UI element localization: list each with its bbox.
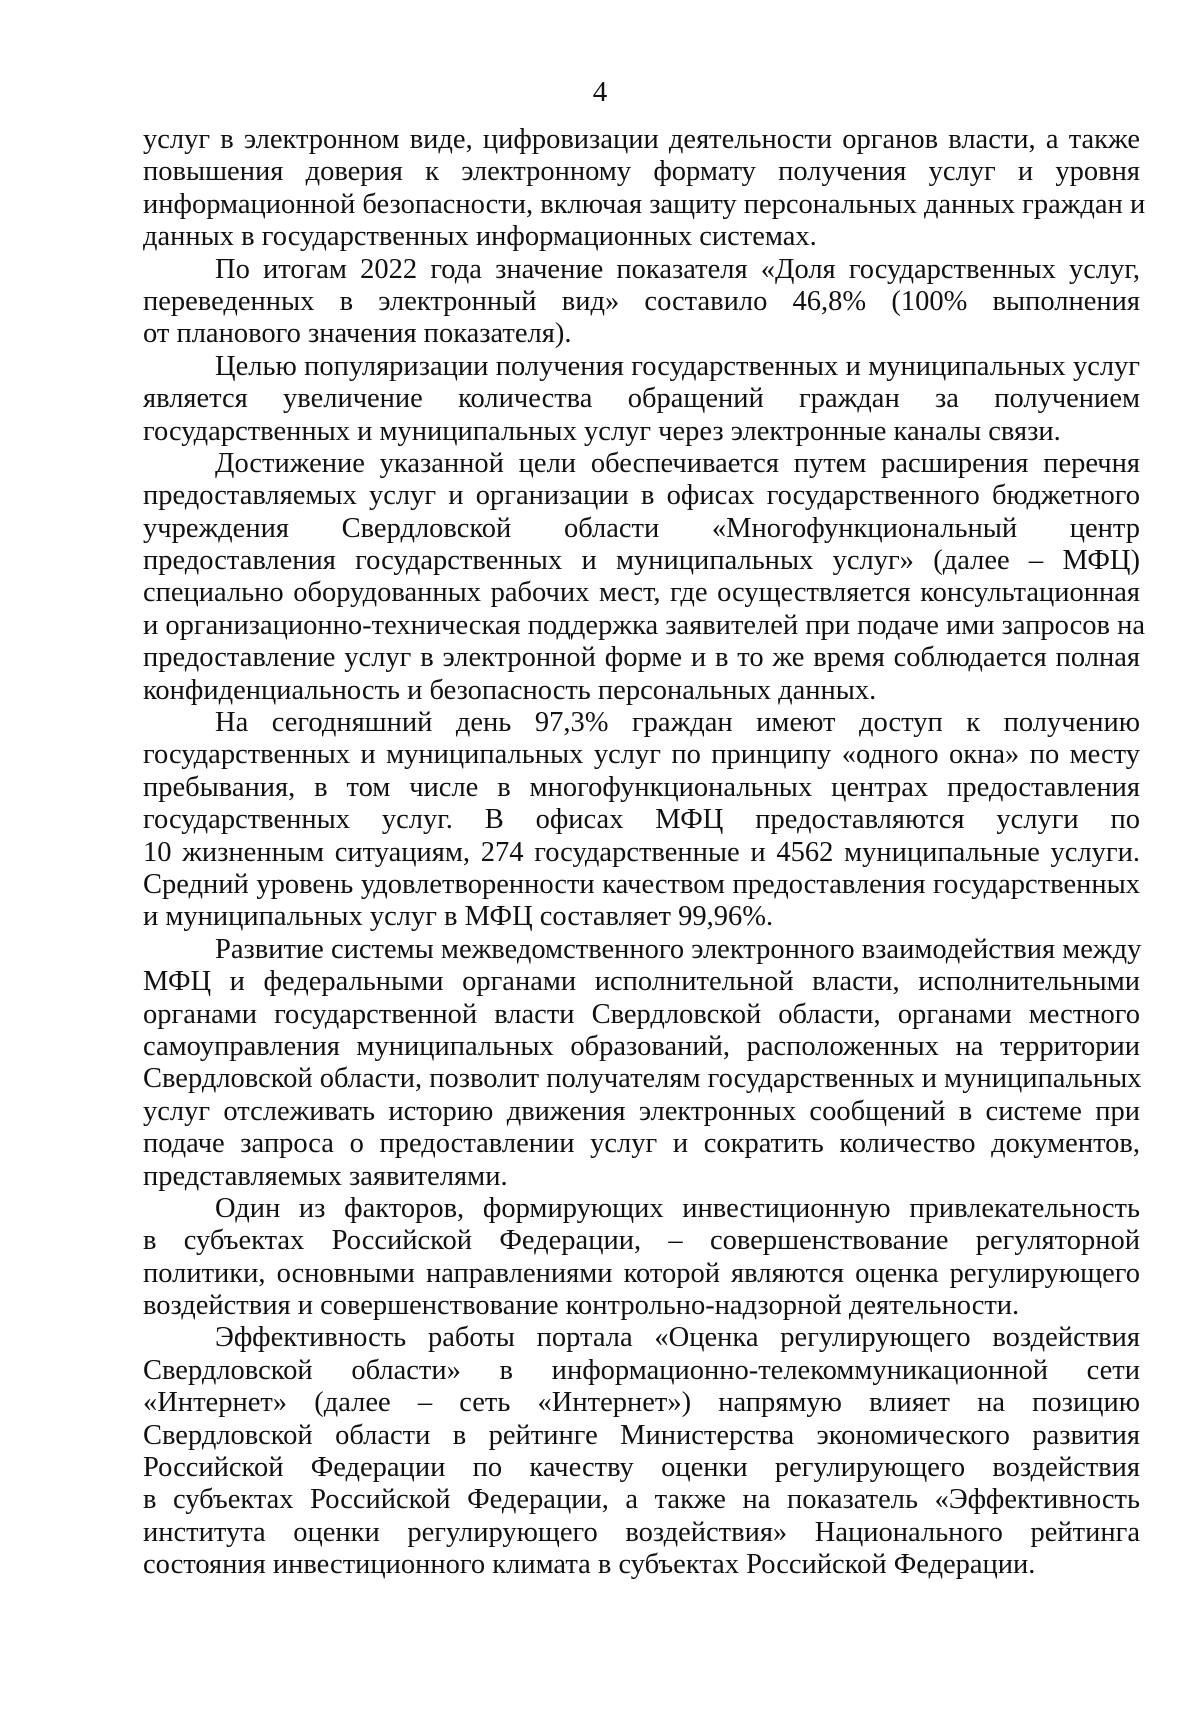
text-line: и муниципальных услуг в МФЦ составляет 99,96%. [143, 901, 774, 933]
text-line: специально оборудованных рабочих мест, где осуществляется консультационная [143, 577, 1140, 609]
text-line: Целью популяризации получения государственных и муниципальных услуг [215, 350, 1140, 382]
text-line: является увеличение количества обращений граждан за получением [143, 383, 1140, 415]
text-line: и организационно-техническая поддержка заявителей при подаче ими запросов на [143, 609, 1146, 641]
paragraph [143, 124, 1146, 254]
text-line: конфиденциальность и безопасность персональных данных. [143, 674, 877, 706]
text-line: самоуправления муниципальных образований, расположенных на территории [143, 1030, 1140, 1062]
text-line: в субъектах Российской Федерации, а также на показатель «Эффективность [143, 1484, 1140, 1516]
document-body [143, 124, 1146, 1582]
paragraph [143, 1322, 1140, 1581]
text-line: Один из факторов, формирующих инвестиционную привлекательность [215, 1192, 1140, 1224]
page-number: 4 [592, 76, 608, 108]
text-line: в субъектах Российской Федерации, – совершенствование регуляторной [143, 1225, 1140, 1257]
text-line: Эффективность работы портала «Оценка регулирующего воздействия [215, 1322, 1140, 1354]
text-line: представляемых заявителями. [143, 1160, 508, 1192]
text-line: института оценки регулирующего воздействия» Национального рейтинга [143, 1516, 1140, 1548]
text-line: Российской Федерации по качеству оценки регулирующего воздействия [143, 1452, 1140, 1484]
paragraph [143, 707, 1140, 934]
text-line: Свердловской области, позволит получателям государственных и муниципальных [143, 1063, 1142, 1095]
text-line: услуг в электронном виде, цифровизации деятельности органов власти, а также [143, 124, 1140, 155]
text-line: предоставляемых услуг и организации в офисах государственного бюджетного [143, 480, 1140, 512]
text-line: пребывания, в том числе в многофункциональных центрах предоставления [143, 771, 1140, 803]
text-line: По итогам 2022 года значение показателя «Доля государственных услуг, [215, 253, 1140, 285]
paragraph [143, 1193, 1140, 1323]
text-line: данных в государственных информационных системах. [143, 221, 817, 253]
text-line: 10 жизненным ситуациям, 274 государственные и 4562 муниципальные услуги. [143, 836, 1140, 868]
text-line: информационной безопасности, включая защиту персональных данных граждан и [143, 188, 1146, 220]
text-line: повышения доверия к электронному формату получения услуг и уровня [143, 156, 1140, 188]
text-line: Свердловской области в рейтинге Министерства экономического развития [143, 1419, 1140, 1451]
text-line: МФЦ и федеральными органами исполнительной власти, исполнительными [143, 966, 1140, 998]
text-line: подаче запроса о предоставлении услуг и сократить количество документов, [143, 1128, 1140, 1160]
paragraph [143, 447, 1146, 707]
text-line: переведенных в электронный вид» составило 46,8% (100% выполнения [143, 285, 1140, 317]
text-line: Средний уровень удовлетворенности качеством предоставления государственных [143, 868, 1140, 900]
text-line: предоставления государственных и муниципальных услуг» (далее – МФЦ) [143, 545, 1140, 577]
text-line: состояния инвестиционного климата в субъектах Российской Федерации. [143, 1549, 1036, 1581]
text-line: политики, основными направлениями которой являются оценка регулирующего [143, 1257, 1140, 1289]
text-line: «Интернет» (далее – сеть «Интернет») напрямую влияет на позицию [143, 1387, 1140, 1419]
text-line: учреждения Свердловской области «Многофункциональный центр [143, 512, 1140, 544]
paragraph [143, 934, 1140, 1193]
paragraph [143, 254, 1140, 351]
text-line: Свердловской области» в информационно-телекоммуникационной сети [143, 1354, 1140, 1386]
text-line: воздействия и совершенствование контрольно-надзорной деятельности. [143, 1290, 1020, 1322]
text-line: услуг отслеживать историю движения электронных сообщений в системе при [143, 1095, 1140, 1127]
text-line: государственных и муниципальных услуг через электронные каналы связи. [143, 415, 1061, 447]
text-line: от планового значения показателя). [143, 318, 572, 350]
paragraph [143, 351, 1140, 448]
text-line: государственных услуг. В офисах МФЦ предоставляются услуги по [143, 804, 1140, 836]
text-line: органами государственной власти Свердловской области, органами местного [143, 998, 1140, 1030]
text-line: государственных и муниципальных услуг по принципу «одного окна» по месту [143, 739, 1140, 771]
text-line: На сегодняшний день 97,3% граждан имеют доступ к получению [215, 707, 1140, 739]
text-line: предоставление услуг в электронной форме и в то же время соблюдается полная [143, 642, 1140, 674]
text-line: Развитие системы межведомственного электронного взаимодействия между [215, 933, 1142, 965]
text-line: Достижение указанной цели обеспечивается путем расширения перечня [215, 447, 1140, 479]
